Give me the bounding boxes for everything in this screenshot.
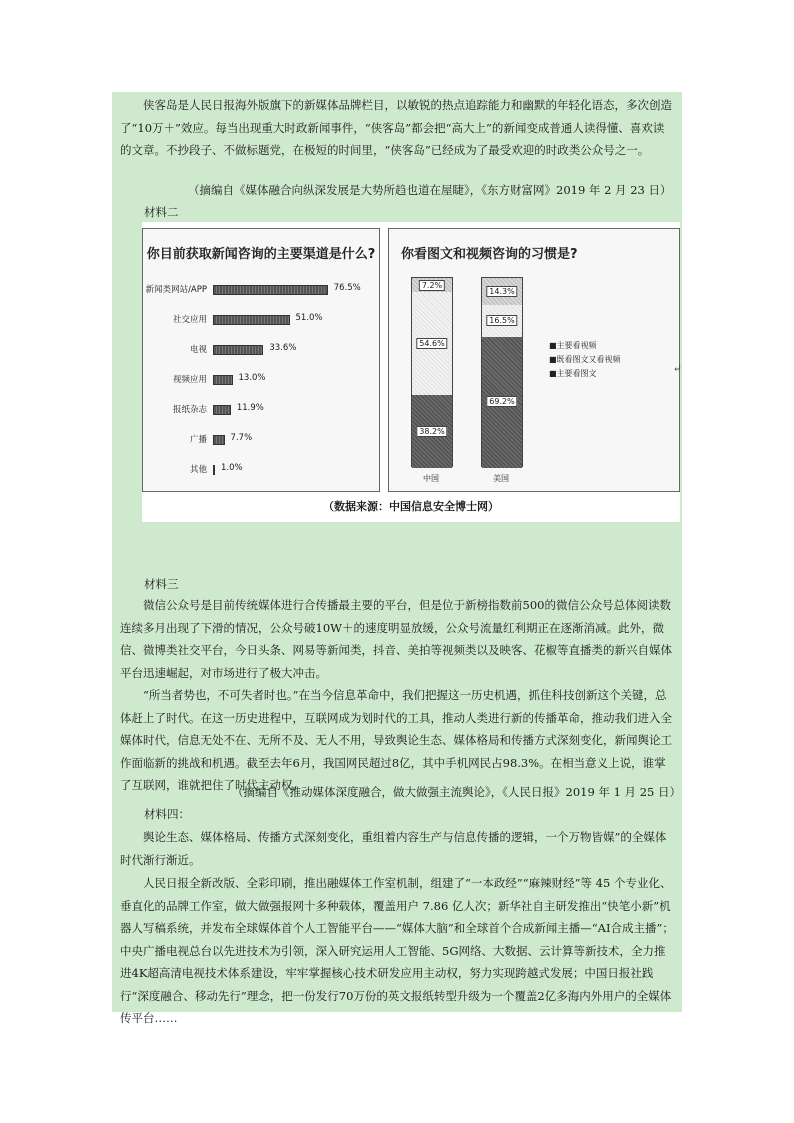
left-chart-title: 你目前获取新闻咨询的主要渠道是什么? <box>146 247 376 262</box>
material-2-heading: 材料二 <box>144 205 179 219</box>
segment-value-label: 54.6% <box>416 338 447 349</box>
bar-value-label: 7.7% <box>230 433 253 443</box>
bar-category-label: 新闻类网站/APP <box>145 285 207 295</box>
legend-item-both: ■既看图文又看视频 <box>549 355 621 364</box>
left-chart-panel <box>142 228 380 492</box>
bar-row <box>143 431 383 451</box>
bar-value-label: 76.5% <box>333 283 361 293</box>
paragraph-media-ecology: 舆论生态、媒体格局、传播方式深刻变化，重组着内容生产与信息传播的逻辑，一个万物皆媒”的全媒体时代渐行渐近。 <box>120 830 667 867</box>
bar-row <box>143 341 383 361</box>
bar <box>213 375 233 385</box>
right-chart-title: 你看图文和视频咨询的习惯是? <box>401 247 578 262</box>
paragraph-xiakedao: 侠客岛是人民日报海外版旗下的新媒体品牌栏目，以敏锐的热点追踪能力和幽默的年轻化语态，多次创造了“10万＋”效应。每当出现重大时政新闻事件，“侠客岛”都会把“高大上”的新闻变成普通人读得懂、喜欢读的文章。不抄段子、不做标题党，在极短的时间里，“侠客岛”已经成为了最受欢迎的时政类公众号之一。 <box>120 98 672 157</box>
bar-value-label: 13.0% <box>238 373 266 383</box>
bar-row <box>143 371 383 391</box>
stacked-segment <box>482 337 522 468</box>
bar-row <box>143 461 383 481</box>
stacked-segment <box>482 278 522 305</box>
bar-category-label: 视频应用 <box>172 375 207 385</box>
segment-value-label: 69.2% <box>486 396 517 407</box>
bar-row <box>143 401 383 421</box>
bar-value-label: 11.9% <box>236 403 264 413</box>
column-category-label: 美国 <box>493 474 509 483</box>
bar-category-label: 其他 <box>189 465 207 475</box>
bar-category-label: 社交应用 <box>172 315 207 325</box>
bar <box>213 465 215 475</box>
bar-row <box>143 281 383 301</box>
stacked-segment <box>482 305 522 336</box>
bar <box>213 405 231 415</box>
bar-category-label: 电视 <box>189 345 207 355</box>
paragraph-wechat: 微信公众号是目前传统媒体进行合传播最主要的平台，但是位于新榜指数前500的微信公众号总体阅读数连续多月出现了下滑的情况，公众号破10W＋的速度明显放缓，公众号流量红利期正在逐渐消减。此外，微信、微博类社交平台，今日头条、网易等新闻类，抖音、美拍等视频类以及映客、花椒等直播类的新兴自媒体平台迅速崛起，对市场进行了极大冲击。 <box>120 598 672 680</box>
stacked-segment <box>412 292 452 396</box>
source-note-1: （摘编自《媒体融合向纵深发展是大势所趋也道在屋睫》，《东方财富网》2019 年 2 月 23 日） <box>188 183 672 197</box>
source-note-3: （摘编自《推动媒体深度融合，做大做强主流舆论》，《人民日报》2019 年 1 月 25 日） <box>232 785 681 799</box>
bar-row <box>143 311 383 331</box>
stacked-segment <box>412 395 452 468</box>
material-3-heading: 材料三 <box>144 577 179 591</box>
bar <box>213 345 263 355</box>
bar-value-label: 33.6% <box>269 343 297 353</box>
stacked-segment <box>412 278 452 292</box>
stacked-column <box>481 277 523 467</box>
segment-value-label: 7.2% <box>419 280 445 291</box>
paragraph-info-revolution: “所当者势也，不可失者时也。”在当今信息革命中，我们把握这一历史机遇，抓住科技创新这个关键，总体赶上了时代。在这一历史进程中，互联网成为划时代的工具，推动人类进行新的传播革命，推动我们进入全媒体时代，信息无处不在、无所不及、无人不用，导致舆论生态、媒体格局和传播方式深刻变化，新闻舆论工作面临新的挑战和机遇。截至去年6月，我国网民超过8亿，其中手机网民占98.3%。在相当意义上说，谁掌了互联网，谁就把住了时代主动权。 <box>120 688 672 792</box>
bar-category-label: 广播 <box>189 435 207 445</box>
figure-survey-charts <box>142 222 680 522</box>
bar-value-label: 51.0% <box>295 313 323 323</box>
column-category-label: 中国 <box>423 474 439 483</box>
chart-legend <box>549 339 621 381</box>
return-mark-icon: ↵ <box>672 362 682 375</box>
bar <box>213 315 290 325</box>
bar <box>213 435 225 445</box>
stacked-column <box>411 277 453 467</box>
bar-category-label: 报纸杂志 <box>172 405 207 415</box>
right-chart-panel <box>388 228 680 492</box>
figure-caption: （数据来源：中国信息安全博士网） <box>323 500 499 513</box>
segment-value-label: 38.2% <box>416 426 447 437</box>
material-4-heading: 材料四： <box>144 807 190 821</box>
legend-item-video: ■主要看视频 <box>549 341 597 350</box>
bar <box>213 285 328 295</box>
bar-value-label: 1.0% <box>221 463 243 473</box>
paragraph-media-practice: 人民日报全新改版、全彩印刷，推出融媒体工作室机制，组建了“一本政经”“麻辣财经”等 45 个专业化、垂直化的品牌工作室，做大做强报网十多种载体，覆盖用户 7.86 亿人次；新华社自主研发推出“快笔小新”机器人写稿系统，并发布全球媒体首个人工智能平台——“媒体大脑”和全球首个合成新闻主播—“AI合成主播”；中央广播电视总台以先进技术为引领，深入研究运用人工智能、5G网络、大数据、云计算等新技术，全力推进4K超高清电视技术体系建设，牢牢掌握核心技术研发应用主动权，努力实现跨越式发展；中国日报社践行“深度融合、移动先行”理念，把一份发行70万份的英文报纸转型升级为一个覆盖2亿多海内外用户的全媒体传平台…… <box>120 876 674 1025</box>
legend-item-text: ■主要看图文 <box>549 369 597 378</box>
document-page <box>112 92 682 1025</box>
segment-value-label: 14.3% <box>486 286 517 297</box>
segment-value-label: 16.5% <box>486 315 517 326</box>
